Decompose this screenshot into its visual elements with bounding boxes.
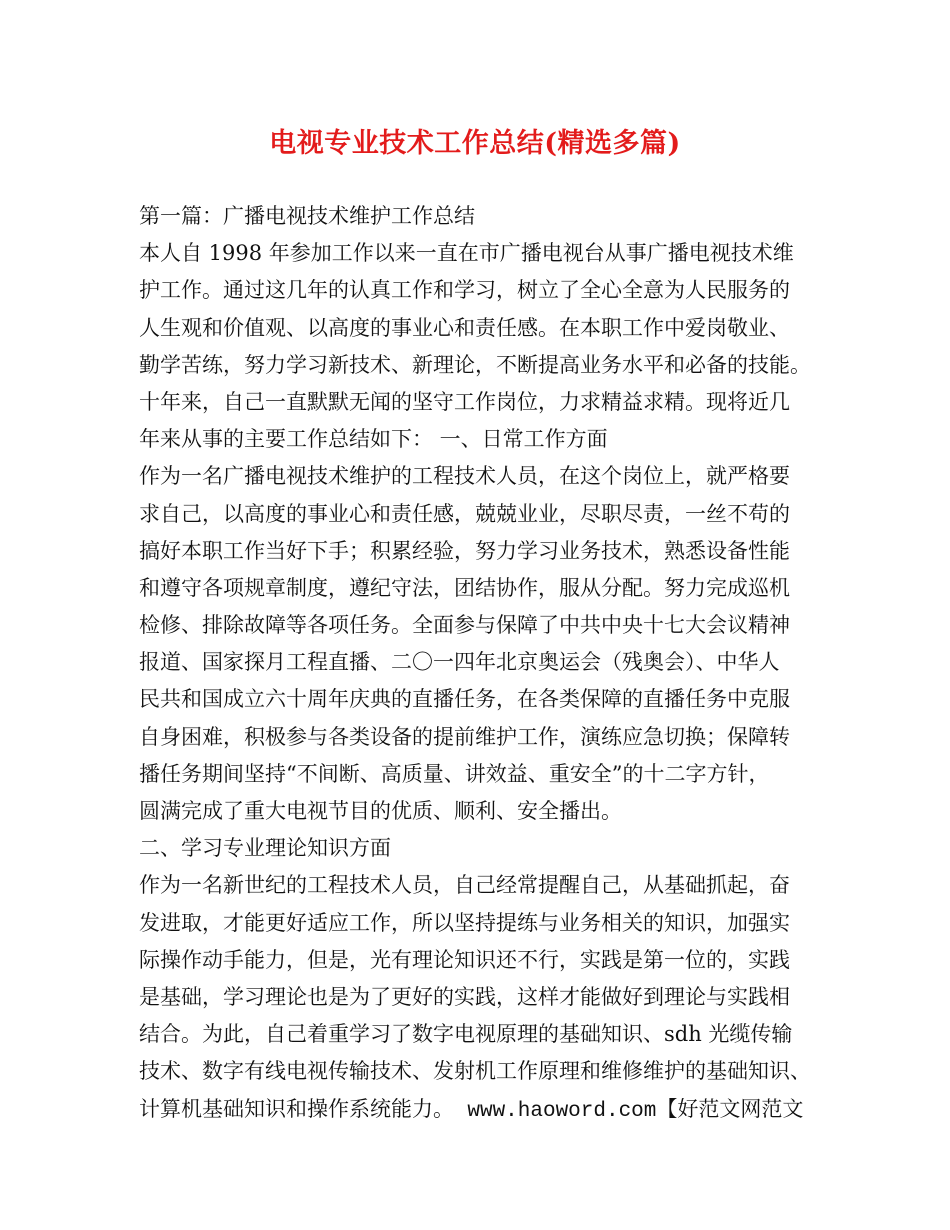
body-line: 圆满完成了重大电视节目的优质、顺利、安全播出。 (139, 799, 622, 823)
body-line: 作为一名广播电视技术维护的工程技术人员，在这个岗位上，就严格要 (139, 464, 790, 489)
body-line: 护工作。通过这几年的认真工作和学习，树立了全心全意为人民服务的 (139, 278, 790, 303)
document-title: 电视专业技术工作总结(精选多篇) (269, 128, 681, 159)
body-line: 本人自 1998 年参加工作以来一直在市广播电视台从事广播电视技术维 (139, 241, 794, 266)
body-line: 是基础，学习理论也是为了更好的实践，这样才能做好到理论与实践相 (139, 984, 790, 1009)
section-heading: 二、学习专业理论知识方面 (139, 836, 391, 861)
body-line: 勤学苦练，努力学习新技术、新理论，不断提高业务水平和必备的技能。 (139, 352, 811, 377)
body-line: 年来从事的主要工作总结如下： 一、日常工作方面 (139, 427, 608, 452)
site-name-text: 【好范文网范文 (656, 1096, 804, 1121)
document-body (139, 198, 829, 1128)
body-line-last (139, 1091, 829, 1128)
site-url-text: www.haoword.com (467, 1099, 657, 1123)
body-line: 自身困难，积极参与各类设备的提前维护工作，演练应急切换；保障转 (139, 724, 790, 749)
body-line: 和遵守各项规章制度，遵纪守法，团结协作，服从分配。努力完成巡机 (139, 575, 790, 600)
body-line: 搞好本职工作当好下手；积累经验，努力学习业务技术，熟悉设备性能 (139, 538, 790, 563)
body-line: 结合。为此，自己着重学习了数字电视原理的基础知识、sdh 光缆传输 (139, 1022, 793, 1047)
body-line: 发进取，才能更好适应工作，所以坚持提练与业务相关的知识，加强实 (139, 910, 790, 935)
body-line: 作为一名新世纪的工程技术人员，自己经常提醒自己，从基础抓起，奋 (139, 873, 790, 898)
body-line: 报道、国家探月工程直播、二〇一四年北京奥运会（残奥会）、中华人 (139, 650, 780, 675)
body-line: 十年来，自己一直默默无闻的坚守工作岗位，力求精益求精。现将近几 (139, 389, 790, 414)
body-line: 技术、数字有线电视传输技术、发射机工作原理和维修维护的基础知识、 (139, 1059, 811, 1084)
body-line: 民共和国成立六十周年庆典的直播任务，在各类保障的直播任务中克服 (139, 687, 790, 712)
body-line: 播任务期间坚持“不间断、高质量、讲效益、重安全”的十二字方针， (139, 761, 770, 786)
body-line: 第一篇：广播电视技术维护工作总结 (139, 204, 475, 228)
body-line: 检修、排除故障等各项任务。全面参与保障了中共中央十七大会议精神 (139, 613, 790, 638)
body-line: 际操作动手能力，但是，光有理论知识还不行，实践是第一位的，实践 (139, 947, 790, 972)
body-line: 求自己，以高度的事业心和责任感，兢兢业业，尽职尽责，一丝不苟的 (139, 501, 790, 526)
body-line-text: 计算机基础知识和操作系统能力。 (139, 1096, 454, 1121)
body-line: 人生观和价值观、以高度的事业心和责任感。在本职工作中爱岗敬业、 (139, 315, 790, 340)
